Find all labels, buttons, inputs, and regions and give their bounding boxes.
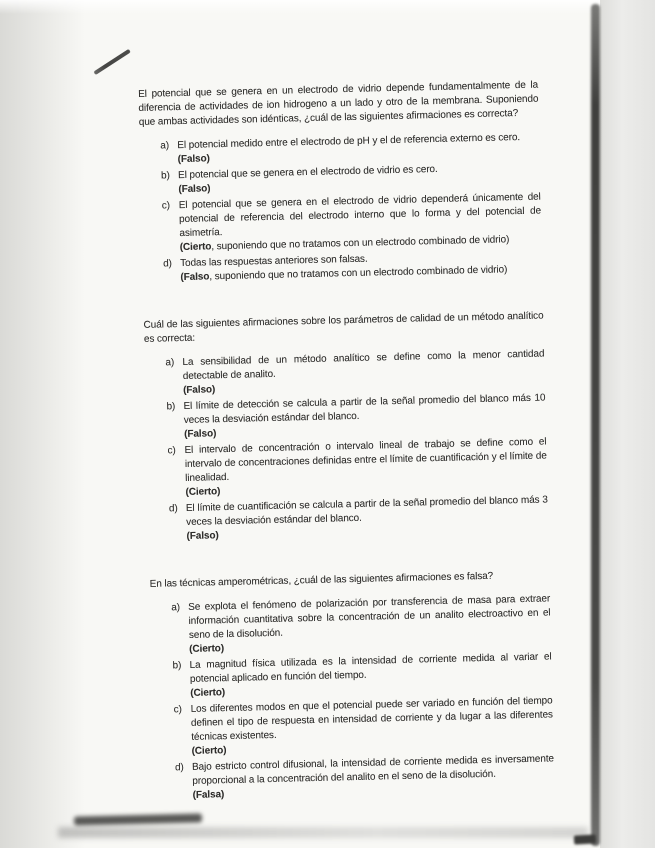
option-letter: a)	[160, 140, 170, 152]
answer-verdict: (Cierto	[179, 241, 212, 254]
options-list	[165, 348, 548, 545]
option-item	[169, 493, 549, 544]
option-letter: b)	[172, 660, 182, 672]
option-text: El potencial que se genera en el electrodo de vidrio es cero.	[177, 163, 438, 182]
pen-mark	[93, 49, 130, 75]
question-text: En las técnicas amperométricas, ¿cuál de las siguientes afirmaciones es falsa?	[149, 570, 494, 590]
option-body	[180, 249, 543, 286]
option-body	[192, 752, 555, 803]
option-text: El potencial medido entre el electrodo de pH y el de referencia externo es cero.	[177, 132, 521, 152]
option-item	[167, 435, 547, 500]
answer-verdict: (Falso)	[186, 530, 219, 542]
question-text: Cuál de las siguientes afirmaciones sobre los parámetros de calidad de un método analítico es correcta:	[143, 310, 544, 345]
answer-verdict: (Cierto)	[185, 486, 221, 498]
option-letter: d)	[168, 503, 178, 515]
option-text: El intervalo de concentración o intervalo lineal de trabajo se define como el intervalo de concentraciones definidas entre el límite de cuantificación y el límite de linealidad.	[184, 436, 547, 484]
option-letter: d)	[163, 258, 172, 270]
answer-verdict: (Cierto)	[190, 687, 226, 699]
option-text: La sensibilidad de un método analítico se define como la menor cantidad detectable de analito.	[182, 348, 545, 383]
answer-note: , suponiendo que no tratamos con un electrodo combinado de vidrio)	[211, 234, 510, 253]
option-letter: a)	[171, 602, 181, 614]
options-list	[160, 131, 542, 286]
option-text: Los diferentes modos en que el potencial puede ser variado en función del tiempo definen el tipo de respuesta en intensidad de corriente y da lugar a las diferentes técnicas existentes.	[190, 695, 554, 743]
option-item	[174, 694, 554, 759]
option-body	[191, 694, 554, 759]
option-letter: b)	[166, 401, 176, 413]
option-body	[183, 391, 546, 442]
option-item	[165, 348, 545, 399]
answer-verdict: (Falsa)	[192, 789, 225, 801]
page-bottom-right-mark	[574, 834, 596, 844]
option-letter: a)	[165, 357, 175, 369]
option-body	[188, 592, 551, 657]
option-letter: b)	[160, 170, 170, 182]
option-letter: d)	[174, 762, 184, 774]
option-text: La magnitud física utilizada es la intensidad de corriente medida al variar el potencial aplicado en función del tiempo.	[189, 651, 552, 685]
option-letter: c)	[161, 200, 171, 212]
option-body	[179, 191, 542, 256]
option-body	[189, 650, 552, 701]
question-block	[150, 568, 555, 803]
answer-verdict: (Cierto)	[191, 745, 227, 757]
option-item	[172, 650, 552, 701]
option-text: El potencial que se genera en el electrodo de vidrio dependerá únicamente del potencial de referencia del electrodo interno que lo forma y del potencial de asimetría.	[178, 191, 542, 240]
page-edge-shadow-right	[591, 4, 600, 846]
option-item	[166, 391, 546, 442]
option-item	[162, 191, 542, 256]
option-letter: c)	[167, 445, 176, 457]
page-edge-shadow-bottom	[58, 827, 588, 838]
scan-edge-top	[0, 0, 655, 14]
question-text: El potencial que se genera en un electrodo de vidrio depende fundamentalmente de la diferencia de actividades de ion hidrogeno a un lado y otro de la membrana. Suponiendo que ambas actividades son idénticas, ¿cuál de las siguientes afirmaciones es correcta?	[138, 79, 539, 128]
page-bottom-left-mark	[74, 813, 202, 825]
option-body	[186, 493, 549, 544]
question-block	[138, 79, 543, 286]
answer-verdict: (Falso)	[178, 183, 211, 196]
option-text: El límite de cuantificación se calcula a partir de la señal promedio del blanco más 3 veces la desviación estándar del blanco.	[185, 494, 548, 528]
option-text: Se explota el fenómeno de polarización por transferencia de masa para extraer información cuantitativa sobre la concentración de un analito electroactivo en el seno de la disolución.	[188, 593, 551, 641]
options-list	[171, 592, 555, 803]
option-letter: c)	[173, 704, 182, 716]
answer-verdict: (Falso)	[183, 384, 216, 397]
answer-verdict: (Falso)	[177, 153, 210, 166]
option-text: Bajo estricto control difusional, la intensidad de corriente medida es inversamente proporcional a la concentración del analito en el seno de la disolución.	[191, 753, 555, 787]
answer-verdict: (Cierto)	[189, 643, 225, 655]
scan-edge-left	[0, 0, 85, 848]
document-content	[138, 79, 555, 806]
question-block	[143, 310, 548, 545]
answer-note: , suponiendo que no tratamos con un electrodo combinado de vidrio)	[209, 264, 508, 283]
option-text: El límite de detección se calcula a partir de la señal promedio del blanco más 10 veces la desviación estándar del blanco.	[183, 392, 546, 427]
answer-verdict: (Falso	[180, 271, 210, 284]
answer-verdict: (Falso)	[184, 428, 217, 441]
option-item	[175, 752, 555, 803]
option-body	[184, 435, 547, 500]
option-text: Todas las respuestas anteriores son falsas.	[180, 253, 368, 270]
option-item	[171, 592, 551, 657]
option-body	[182, 348, 545, 399]
scan-background-right	[600, 0, 655, 848]
